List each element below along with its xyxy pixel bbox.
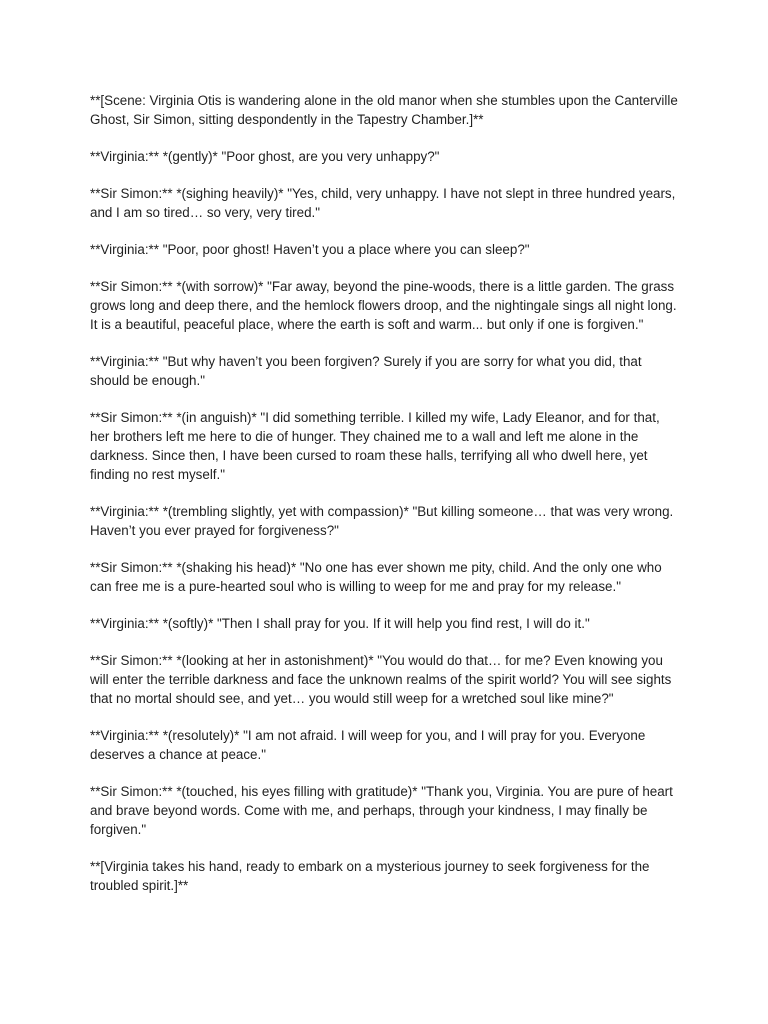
scene-direction-opening: **[Scene: Virginia Otis is wandering alone in the old manor when she stumbles upon the Canterville Ghost, Sir Simon, sitting despondently in the Tapestry Chamber.]** (90, 93, 678, 127)
dialogue-line-virginia: **Virginia:** *(gently)* "Poor ghost, are you very unhappy?" (90, 149, 440, 164)
dialogue-line-sir-simon: **Sir Simon:** *(looking at her in astonishment)* "You would do that… for me? Even knowing you will enter the terrible darkness and face the unknown realms of the spirit world? You will see sights that no mortal should see, and yet… you would still weep for a wretched soul like mine?" (90, 653, 672, 706)
dialogue-line-virginia: **Virginia:** *(trembling slightly, yet with compassion)* "But killing someone… that was very wrong. Haven’t you ever prayed for forgiveness?" (90, 504, 674, 538)
dialogue-line-virginia: **Virginia:** "Poor, poor ghost! Haven’t you a place where you can sleep?" (90, 242, 530, 257)
dialogue-line-sir-simon: **Sir Simon:** *(touched, his eyes filling with gratitude)* "Thank you, Virginia. You are pure of heart and brave beyond words. Come with me, and perhaps, through your kindness, I may finally be forgiven." (90, 784, 673, 837)
dialogue-line-sir-simon: **Sir Simon:** *(shaking his head)* "No one has ever shown me pity, child. And the only one who can free me is a pure-hearted soul who is willing to weep for me and pray for my release." (90, 560, 662, 594)
scene-direction-closing: **[Virginia takes his hand, ready to embark on a mysterious journey to seek forgiveness for the troubled spirit.]** (90, 859, 650, 893)
dialogue-line-sir-simon: **Sir Simon:** *(with sorrow)* "Far away, beyond the pine-woods, there is a little garden. The grass grows long and deep there, and the hemlock flowers droop, and the nightingale sings all night long. It is a beautiful, peaceful place, where the earth is soft and warm... but only if one is forgiven." (90, 279, 677, 332)
document-body (90, 91, 680, 913)
dialogue-line-sir-simon: **Sir Simon:** *(sighing heavily)* "Yes, child, very unhappy. I have not slept in three hundred years, and I am so tired… so very, very tired." (90, 186, 676, 220)
dialogue-line-virginia: **Virginia:** *(resolutely)* "I am not afraid. I will weep for you, and I will pray for you. Everyone deserves a chance at peace." (90, 728, 646, 762)
dialogue-line-virginia: **Virginia:** "But why haven’t you been forgiven? Surely if you are sorry for what you did, that should be enough." (90, 354, 642, 388)
dialogue-line-sir-simon: **Sir Simon:** *(in anguish)* "I did something terrible. I killed my wife, Lady Eleanor, and for that, her brothers left me here to die of hunger. They chained me to a wall and left me alone in the darkness. Since then, I have been cursed to roam these halls, terrifying all who dwell here, yet finding no rest myself." (90, 410, 660, 482)
dialogue-line-virginia: **Virginia:** *(softly)* "Then I shall pray for you. If it will help you find rest, I will do it." (90, 616, 590, 631)
